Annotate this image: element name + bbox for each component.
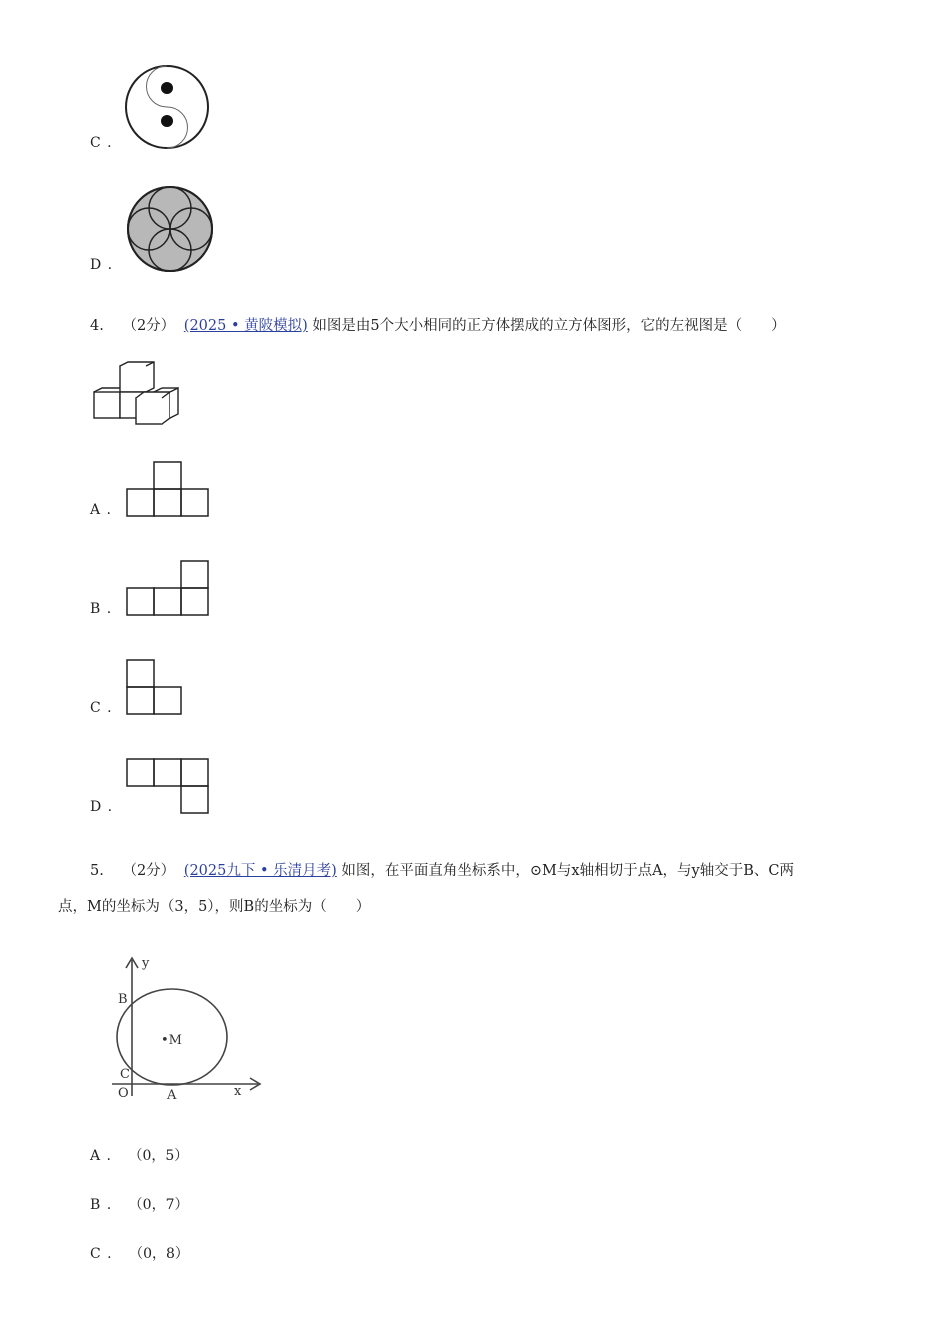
q5-stem-line2: 点，M的坐标为（3，5），则B的坐标为（ ） — [58, 899, 371, 915]
q4-source-link[interactable]: (2025 • 黄陂模拟) — [183, 318, 308, 334]
q5-source-link[interactable]: (2025九下 • 乐清月考) — [183, 863, 337, 879]
q3-option-d-label: D . — [90, 257, 114, 273]
q5-stem-line1 — [90, 859, 794, 880]
q4-option-c-figure — [126, 659, 184, 717]
q4-cube-figure — [92, 362, 188, 428]
q4-stem-text: 如图是由5个大小相同的正方体摆成的立方体图形，它的左视图是（ ） — [312, 318, 786, 334]
q5-option-a-text: （0，5） — [128, 1148, 189, 1164]
q4-option-b-label: B . — [90, 601, 113, 617]
four-petal-circle-figure — [126, 185, 216, 273]
q5-option-c-text: （0，8） — [129, 1246, 189, 1262]
q4-option-d-label: D . — [90, 799, 114, 815]
q5-circle-figure — [108, 954, 268, 1104]
q5-number: 5. — [90, 863, 104, 879]
q5-point-a-label: A — [167, 1088, 177, 1103]
q4-option-d-figure — [126, 758, 210, 816]
q4-number: 4. — [90, 318, 104, 334]
q5-score: （2分） — [122, 863, 176, 879]
q5-option-b-text: （0，7） — [128, 1197, 189, 1213]
q5-option-c[interactable] — [90, 1243, 189, 1263]
q5-point-b-label: B — [118, 992, 128, 1007]
q5-option-b-label: B . — [90, 1197, 113, 1213]
q4-option-a-label: A . — [90, 502, 113, 518]
yin-yang-figure — [124, 64, 214, 150]
q5-center-m-label: •M — [161, 1033, 182, 1048]
q4-option-a-figure — [126, 461, 210, 519]
q3-option-c-label: C . — [90, 135, 113, 151]
q5-option-b[interactable] — [90, 1194, 188, 1214]
q4-option-c-label: C . — [90, 700, 113, 716]
q5-stem-text-1: 如图，在平面直角坐标系中，⊙M与x轴相切于点A，与y轴交于B、C两 — [341, 863, 794, 879]
q4-option-b-figure — [126, 560, 210, 618]
q5-option-c-label: C . — [90, 1246, 113, 1262]
q5-point-c-label: C — [120, 1067, 130, 1082]
q5-x-axis-label: x — [234, 1084, 242, 1099]
q5-y-axis-label: y — [142, 956, 150, 971]
q5-option-a[interactable] — [90, 1145, 188, 1165]
q5-origin-label: O — [118, 1086, 129, 1101]
q4-stem — [90, 314, 786, 335]
q5-option-a-label: A . — [90, 1148, 113, 1164]
q4-score: （2分） — [122, 318, 176, 334]
